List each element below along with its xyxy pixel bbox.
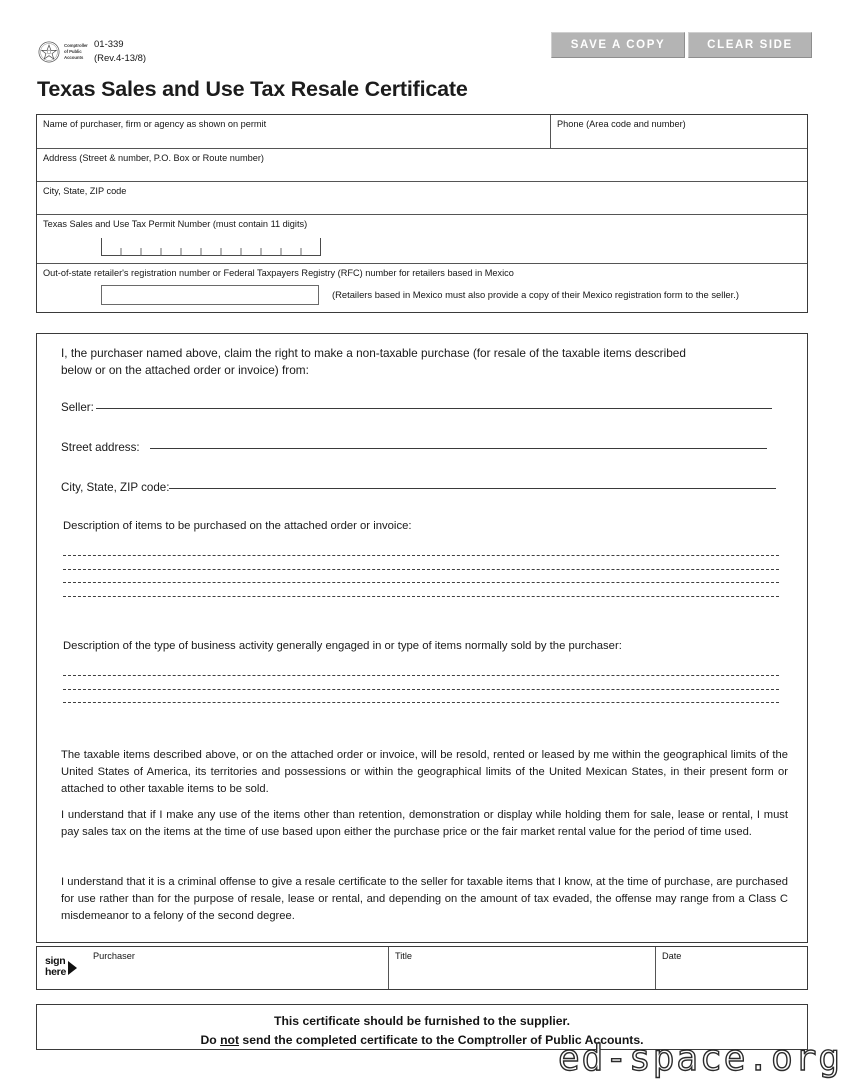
footer-prefix: Do: [200, 1033, 221, 1048]
field-signer-title[interactable]: [389, 947, 656, 989]
phone-label: Phone (Area code and number): [557, 119, 686, 129]
footer-notice: [36, 1004, 808, 1050]
footer-suffix: send the completed certificate to the Comptroller of Public Accounts.: [239, 1033, 644, 1048]
right-arrow-icon: [68, 961, 77, 975]
field-city-state-zip[interactable]: [37, 182, 807, 215]
top-bar: [0, 0, 844, 72]
row-name-and-phone: [37, 115, 807, 149]
legal-paragraph-resale-scope: The taxable items described above, or on the attached order or invoice, will be resold, rented or leased by me within the geographical limits of the United States of America, its territories and possessions or within the geographical limits of the United Mexican States, in their present form or attached to other taxable items to be sold.: [61, 749, 788, 796]
footer-line-do-not-send: [37, 1031, 807, 1050]
form-identification-block: [38, 38, 146, 67]
permit-number-label: Texas Sales and Use Tax Permit Number (must contain 11 digits): [43, 219, 308, 229]
street-address-input-rule[interactable]: [150, 448, 767, 449]
dashed-write-line[interactable]: [63, 555, 779, 556]
dashed-write-line[interactable]: [63, 569, 779, 570]
dashed-write-line[interactable]: [63, 689, 779, 690]
footer-emphasis-not: not: [220, 1033, 240, 1048]
field-purchaser-name[interactable]: [37, 115, 551, 148]
field-purchaser-signature[interactable]: [37, 947, 389, 989]
rfc-label: Out-of-state retailer's registration number or Federal Taxpayers Registry (RFC) number for retailers based in Mexico: [43, 268, 514, 278]
sign-here-line-1: sign: [45, 955, 66, 967]
field-seller-street-address[interactable]: [61, 441, 767, 454]
business-activity-prompt: Description of the type of business activity generally engaged in or type of items normally sold by the purchaser:: [63, 640, 622, 652]
items-description-lines[interactable]: [63, 555, 779, 609]
date-label: Date: [662, 951, 682, 961]
field-seller-city-state-zip[interactable]: [61, 481, 776, 494]
seller-city-state-zip-label: City, State, ZIP code:: [61, 481, 170, 494]
dashed-write-line[interactable]: [63, 596, 779, 597]
business-activity-lines[interactable]: [63, 675, 779, 716]
certificate-body: [36, 333, 808, 943]
form-number: 01-339: [94, 39, 124, 50]
seal-caption: Comptroller of Public Accounts: [64, 42, 88, 61]
seller-city-state-zip-input-rule[interactable]: [169, 488, 776, 489]
sign-here-text: [45, 956, 66, 977]
save-a-copy-button[interactable]: SAVE A COPY: [551, 32, 685, 58]
dashed-write-line[interactable]: [63, 675, 779, 676]
field-permit-number[interactable]: [37, 215, 807, 264]
page-title: Texas Sales and Use Tax Resale Certificate: [37, 77, 468, 101]
dashed-write-line[interactable]: [63, 702, 779, 703]
seller-label: Seller:: [61, 401, 94, 414]
legal-paragraph-use-tax: I understand that if I make any use of the items other than retention, demonstration or display while holding them for sale, lease or rental, I must pay sales tax on the items at the time of use based upon either the purchase price or the fair market rental value for the period of time used.: [61, 809, 788, 839]
sign-here-line-2: here: [45, 965, 66, 978]
rfc-note: (Retailers based in Mexico must also provide a copy of their Mexico registration form to the seller.): [332, 289, 739, 300]
city-state-zip-label: City, State, ZIP code: [43, 186, 127, 196]
legal-paragraph-criminal-offense: I understand that it is a criminal offense to give a resale certificate to the seller for taxable items that I know, at the time of purchase, are purchased for use rather than for the purpose of resale, lease or rental, and depending on the amount of tax evaded, the offense may range from a Class C misdemeanor to a felony of the second degree.: [61, 876, 788, 923]
watermark: ed-space.org: [558, 1038, 843, 1079]
seller-input-rule[interactable]: [96, 408, 772, 409]
dashed-write-line[interactable]: [63, 582, 779, 583]
field-seller[interactable]: [61, 401, 772, 414]
field-rfc-number: [37, 264, 807, 312]
sign-here-marker: [45, 956, 77, 977]
signature-block: [36, 946, 808, 990]
field-signature-date[interactable]: [656, 947, 807, 989]
title-label: Title: [395, 951, 413, 961]
form-number-block: [94, 38, 146, 67]
purchaser-name-label: Name of purchaser, firm or agency as shown on permit: [43, 119, 267, 129]
clear-side-button[interactable]: CLEAR SIDE: [688, 32, 812, 58]
rfc-input[interactable]: [101, 285, 319, 305]
purchaser-info-table: [36, 114, 808, 313]
address-label: Address (Street & number, P.O. Box or Route number): [43, 153, 264, 163]
purchaser-signature-label: Purchaser: [93, 951, 135, 961]
intro-paragraph: I, the purchaser named above, claim the right to make a non-taxable purchase (for resale of the taxable items described below or on the attached order or invoice) from:: [61, 346, 686, 378]
texas-star-seal-icon: [38, 41, 60, 63]
field-phone[interactable]: [551, 115, 807, 148]
field-address[interactable]: [37, 149, 807, 182]
items-description-prompt: Description of items to be purchased on the attached order or invoice:: [63, 520, 412, 532]
form-revision: (Rev.4-13/8): [94, 53, 147, 65]
footer-line-furnish-supplier: This certificate should be furnished to the supplier.: [274, 1014, 570, 1028]
street-address-label: Street address:: [61, 441, 140, 454]
permit-number-digit-boxes[interactable]: [101, 238, 321, 256]
